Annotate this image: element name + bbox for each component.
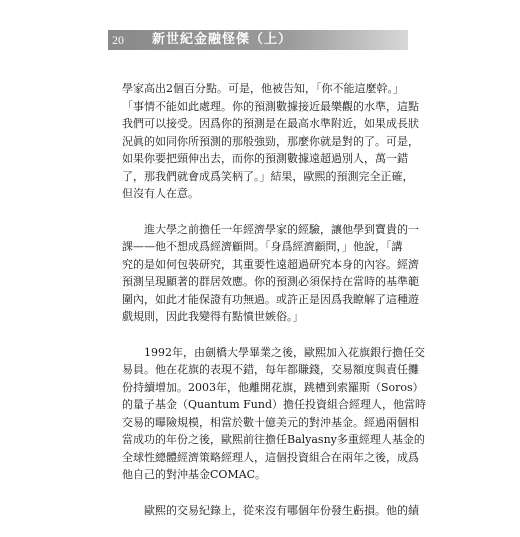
- text-line: 戲規則，因此我變得有點憤世嫉俗。」: [122, 310, 304, 323]
- text-line: 圍內，如此才能保證有功無過。或許正是因爲我瞭解了這種遊: [122, 292, 419, 306]
- text-line: 課——他不想成爲經濟顧問。「身爲經濟顧問，」他說，「講: [122, 240, 403, 253]
- text-line: 他自己的對沖基金COMAC。: [122, 468, 267, 481]
- text-line: 全球性總體經濟策略經理人，這個投資組合在兩年之後，成爲: [122, 450, 419, 464]
- text-line: 進大學之前擔任一年經濟學家的經驗，讓他學到寶貴的一: [144, 222, 419, 236]
- text-line: 份持續增加。2003年，他離開花旗，跳槽到索羅斯（Soros）: [122, 380, 424, 394]
- text-line: 歐熙的交易紀錄上，從來沒有哪個年份發生虧損。他的績: [144, 503, 419, 517]
- body-paragraph: [122, 502, 419, 520]
- text-line: 當成功的年份之後，歐熙前往擔任Balyasny多重經理人基金的: [122, 433, 425, 446]
- text-line: 了，那我們就會成爲笑柄了。」結果，歐熙的預測完全正確，: [122, 169, 414, 183]
- text-line: 究的是如何包裝研究，其重要性遠超過研究本身的內容。經濟: [122, 257, 419, 271]
- text-line: 如果你要把頸伸出去，而你的預測數據遠超過別人，萬一錯: [122, 152, 408, 165]
- body-paragraph: [122, 344, 427, 484]
- text-line: 易員。他在花旗的表現不錯，每年都賺錢，交易額度與責任攤: [122, 363, 419, 376]
- page-number: 20: [112, 33, 124, 47]
- body-paragraph: [122, 80, 419, 203]
- text-line: 交易的曝險規模，相當於數十億美元的對沖基金。經過兩個相: [122, 415, 419, 429]
- text-line: 學家高出2個百分點。可是，他被告知，「你不能這麼幹。」: [122, 82, 404, 95]
- text-line: 的量子基金（Quantum Fund）擔任投資組合經理人，他當時: [122, 398, 427, 411]
- text-line: 「事情不能如此處理。你的預測數據接近最樂觀的水準，這點: [122, 99, 419, 113]
- page-body: [122, 80, 427, 537]
- running-title: 新世紀金融怪傑（上）: [152, 32, 293, 47]
- body-paragraph: [122, 221, 419, 326]
- text-line: 但沒有人在意。: [122, 187, 199, 200]
- text-line: 預測呈現顯著的群居效應。你的預測必須保持在當時的基準範: [122, 275, 419, 288]
- text-line: 況眞的如同你所預測的那般強勁，那麼你就是對的了。可是，: [122, 134, 419, 148]
- text-line: 1992年，由劍橋大學畢業之後，歐熙加入花旗銀行擔任交: [144, 345, 425, 359]
- text-line: 我們可以接受。因爲你的預測是在最高水準附近，如果成長狀: [122, 117, 419, 130]
